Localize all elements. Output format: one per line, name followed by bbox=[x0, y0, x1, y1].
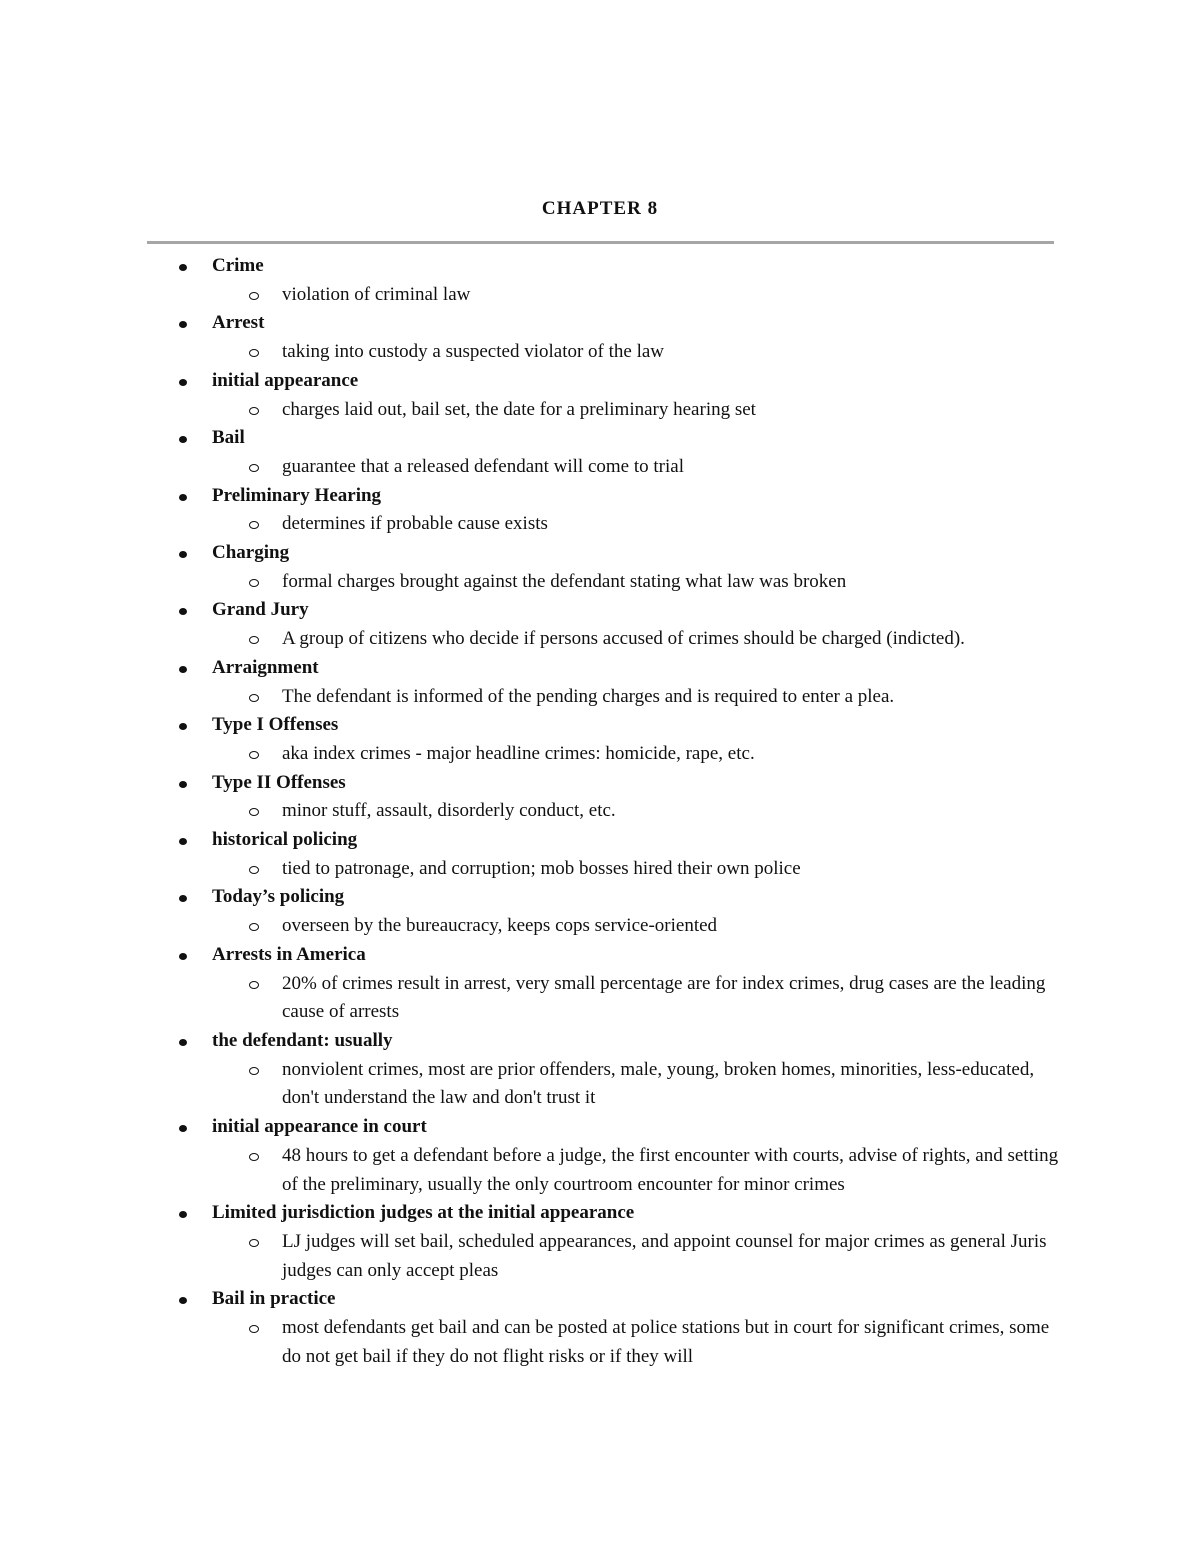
term-label: Arrests in America bbox=[212, 943, 366, 965]
term-row bbox=[0, 596, 1200, 625]
bullet-icon bbox=[179, 1211, 187, 1218]
term-label: Grand Jury bbox=[212, 599, 309, 621]
definition-row bbox=[0, 912, 1200, 941]
bullet-icon bbox=[179, 608, 187, 615]
definition-row bbox=[0, 453, 1200, 482]
hollow-bullet-icon bbox=[249, 349, 259, 357]
term-row bbox=[0, 1027, 1200, 1056]
term-row bbox=[0, 1285, 1200, 1314]
hollow-bullet-icon bbox=[249, 636, 259, 644]
term-label: Charging bbox=[212, 542, 290, 564]
bullet-icon bbox=[179, 1039, 187, 1046]
term-label: Crime bbox=[212, 255, 264, 276]
definition-text: taking into custody a suspected violator of the law bbox=[282, 341, 665, 363]
term-label: initial appearance bbox=[212, 369, 359, 391]
definition-text: charges laid out, bail set, the date for a preliminary hearing set bbox=[282, 398, 756, 420]
term-row bbox=[0, 654, 1200, 683]
definition-row bbox=[0, 797, 1200, 826]
term-row bbox=[0, 883, 1200, 912]
term-label: Arraignment bbox=[212, 656, 319, 678]
definition-text: A group of citizens who decide if persons accused of crimes should be charged (indicted). bbox=[282, 628, 965, 650]
term-label: Type I Offenses bbox=[212, 714, 339, 736]
bullet-icon bbox=[179, 379, 187, 386]
bullet-icon bbox=[179, 953, 187, 960]
definition-text: minor stuff, assault, disorderly conduct, etc. bbox=[282, 800, 616, 822]
list-item bbox=[0, 539, 1200, 596]
list-item bbox=[0, 1199, 1200, 1285]
hollow-bullet-icon bbox=[249, 923, 259, 931]
terms-list bbox=[0, 252, 1200, 1371]
hollow-bullet-icon bbox=[249, 1239, 259, 1247]
list-item bbox=[0, 309, 1200, 366]
term-label: Preliminary Hearing bbox=[212, 484, 382, 506]
hollow-bullet-icon bbox=[249, 1153, 259, 1161]
term-row bbox=[0, 1113, 1200, 1142]
definition-row bbox=[0, 396, 1200, 425]
definition-text: overseen by the bureaucracy, keeps cops service-oriented bbox=[282, 915, 718, 937]
term-row bbox=[0, 367, 1200, 396]
list-item bbox=[0, 482, 1200, 539]
list-item bbox=[0, 711, 1200, 768]
definition-row bbox=[0, 683, 1200, 712]
bullet-icon bbox=[179, 264, 187, 271]
list-item bbox=[0, 654, 1200, 711]
term-label: historical policing bbox=[212, 829, 358, 851]
bullet-icon bbox=[179, 436, 187, 443]
list-item bbox=[0, 367, 1200, 424]
hollow-bullet-icon bbox=[249, 292, 259, 300]
definition-row bbox=[0, 1228, 1200, 1285]
term-label: the defendant: usually bbox=[212, 1029, 393, 1051]
definition-row bbox=[0, 568, 1200, 597]
definition-text: formal charges brought against the defendant stating what law was broken bbox=[282, 570, 847, 592]
term-label: initial appearance in court bbox=[212, 1116, 427, 1138]
term-label: Arrest bbox=[212, 312, 265, 334]
definition-text: aka index crimes - major headline crimes: homicide, rape, etc. bbox=[282, 742, 755, 764]
definition-row bbox=[0, 338, 1200, 367]
term-row bbox=[0, 252, 1200, 281]
hollow-bullet-icon bbox=[249, 866, 259, 874]
bullet-icon bbox=[179, 781, 187, 788]
list-item bbox=[0, 252, 1200, 309]
hollow-bullet-icon bbox=[249, 521, 259, 529]
term-label: Bail bbox=[212, 427, 245, 449]
hollow-bullet-icon bbox=[249, 751, 259, 759]
bullet-icon bbox=[179, 494, 187, 501]
list-item bbox=[0, 424, 1200, 481]
term-row bbox=[0, 539, 1200, 568]
hollow-bullet-icon bbox=[249, 464, 259, 472]
bullet-icon bbox=[179, 1297, 187, 1304]
definition-row bbox=[0, 1314, 1200, 1371]
bullet-icon bbox=[179, 1125, 187, 1132]
term-row bbox=[0, 826, 1200, 855]
title-divider bbox=[147, 241, 1054, 244]
definition-row bbox=[0, 1142, 1200, 1199]
hollow-bullet-icon bbox=[249, 407, 259, 415]
list-item bbox=[0, 1113, 1200, 1199]
definition-row bbox=[0, 281, 1200, 310]
definition-text: guarantee that a released defendant will come to trial bbox=[282, 455, 684, 477]
definition-text: tied to patronage, and corruption; mob bosses hired their own police bbox=[282, 857, 801, 879]
hollow-bullet-icon bbox=[249, 1325, 259, 1333]
term-row bbox=[0, 769, 1200, 798]
definition-row bbox=[0, 625, 1200, 654]
list-item bbox=[0, 1027, 1200, 1113]
bullet-icon bbox=[179, 666, 187, 673]
definition-text: The defendant is informed of the pending charges and is required to enter a plea. bbox=[282, 685, 895, 707]
term-label: Bail in practice bbox=[212, 1288, 336, 1310]
list-item bbox=[0, 941, 1200, 1027]
hollow-bullet-icon bbox=[249, 808, 259, 816]
term-label: Type II Offenses bbox=[212, 771, 346, 793]
hollow-bullet-icon bbox=[249, 694, 259, 702]
bullet-icon bbox=[179, 321, 187, 328]
definition-row bbox=[0, 855, 1200, 884]
definition-text: 20% of crimes result in arrest, very small percentage are for index crimes, drug cases are the leading cause of arrests bbox=[282, 972, 1046, 1023]
bullet-icon bbox=[179, 723, 187, 730]
page-title: CHAPTER 8 bbox=[541, 198, 659, 219]
definition-text: violation of criminal law bbox=[282, 283, 471, 305]
hollow-bullet-icon bbox=[249, 579, 259, 587]
term-row bbox=[0, 711, 1200, 740]
hollow-bullet-icon bbox=[249, 981, 259, 989]
bullet-icon bbox=[179, 551, 187, 558]
term-row bbox=[0, 424, 1200, 453]
definition-row bbox=[0, 510, 1200, 539]
definition-text: 48 hours to get a defendant before a judge, the first encounter with courts, advise of rights, and setting of the preliminary, usually the only courtroom encounter for minor crimes bbox=[282, 1144, 1059, 1195]
definition-text: LJ judges will set bail, scheduled appearances, and appoint counsel for major crimes as general Juris judges can only accept pleas bbox=[282, 1230, 1047, 1281]
list-item bbox=[0, 1285, 1200, 1371]
term-row bbox=[0, 1199, 1200, 1228]
definition-text: most defendants get bail and can be posted at police stations but in court for significant crimes, some do not get bail if they do not flight risks or if they will bbox=[282, 1317, 1050, 1367]
list-item bbox=[0, 769, 1200, 826]
definition-text: nonviolent crimes, most are prior offenders, male, young, broken homes, minorities, less-educated, don't understand the law and don't trust it bbox=[282, 1058, 1035, 1109]
term-row bbox=[0, 309, 1200, 338]
list-item bbox=[0, 883, 1200, 940]
definition-row bbox=[0, 970, 1200, 1027]
list-item bbox=[0, 596, 1200, 653]
term-label: Today’s policing bbox=[212, 886, 345, 908]
bullet-icon bbox=[179, 838, 187, 845]
bullet-icon bbox=[179, 895, 187, 902]
term-label: Limited jurisdiction judges at the initial appearance bbox=[212, 1202, 635, 1224]
term-row bbox=[0, 482, 1200, 511]
term-row bbox=[0, 941, 1200, 970]
hollow-bullet-icon bbox=[249, 1067, 259, 1075]
definition-row bbox=[0, 1056, 1200, 1113]
definition-row bbox=[0, 740, 1200, 769]
list-item bbox=[0, 826, 1200, 883]
definition-text: determines if probable cause exists bbox=[282, 513, 548, 535]
